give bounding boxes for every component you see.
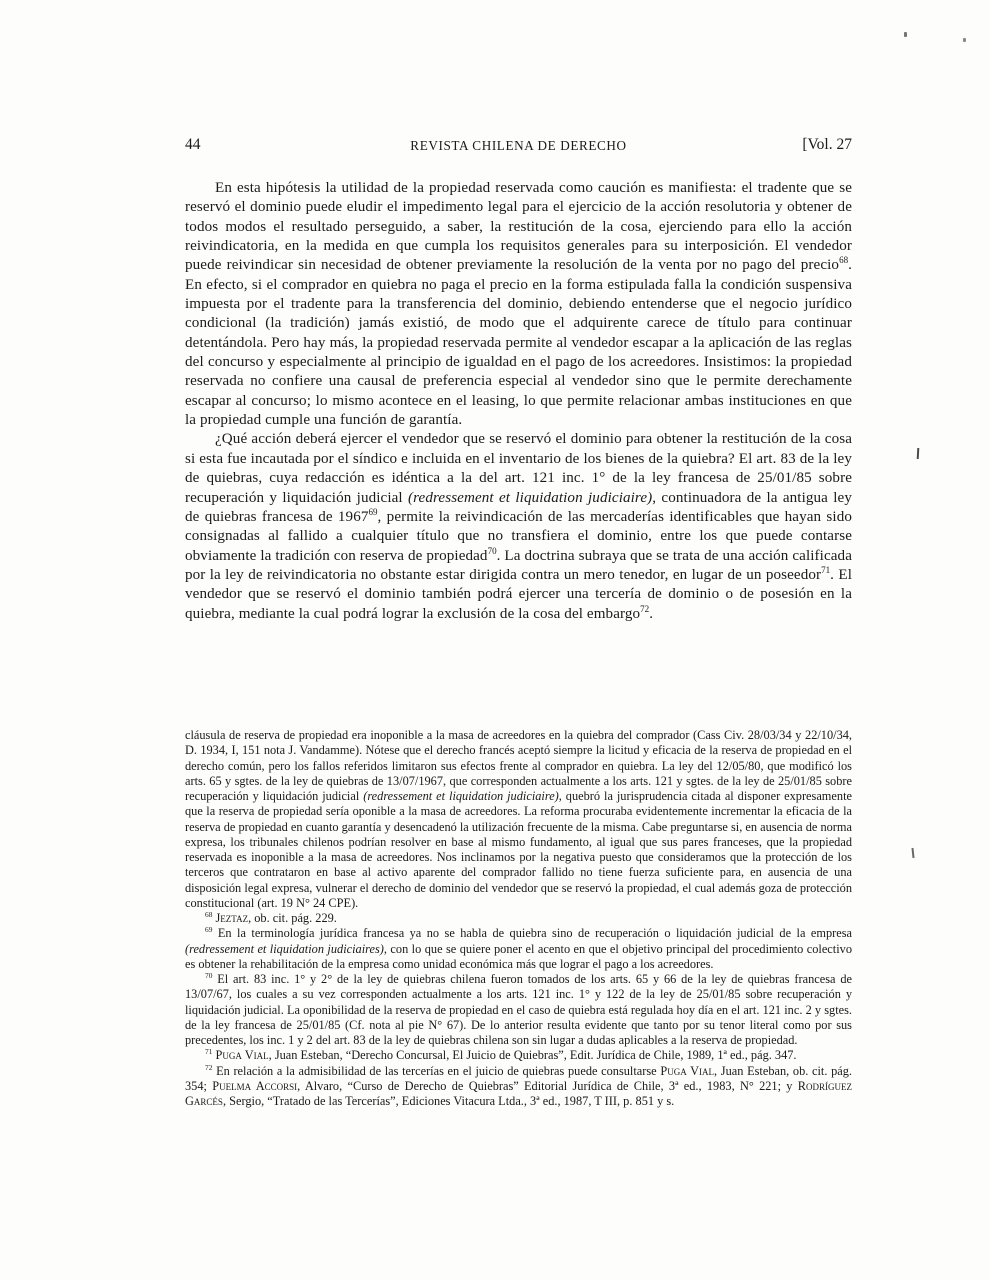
running-head [185,136,852,156]
footnote-paragraph: $^{71}$ Puga Vial, Juan Esteban, “Derecho Concursal, El Juicio de Quiebras”, Edit. Jurídica de Chile, 1989, 1ª ed., pág. 347. [205,1047,797,1063]
footnote-paragraph: cláusula de reserva de propiedad era inoponible a la masa de acreedores en la quiebra del comprador (Cass Civ. 28/03/34 y 22/10/34, D. 1934, I, 151 nota J. Vandamme). Nótese que el derecho francés aceptó siempre la licitud y eficacia de la reserva de propiedad en el derecho común, pero los fallos referidos limitaron sus efectos frente al comprador en quiebra. La ley del 12/05/80, que modificó los arts. 65 y sgtes. de la ley de quiebras de 13/07/1967, que corresponden actualmente a los arts. 121 y sgtes. de la ley de 25/01/85 sobre recuperación y liquidación judicial (redressement et liquidation judiciaire), quebró la jurisprudencia citada al disponer expresamente que la reserva de propiedad sería oponible a la masa de acreedores. La reforma procuraba evidentemente incrementar la eficacia de la reserva de propiedad en cuanto garantía y desencadenó la utilización frecuente de la misma. Cabe preguntarse si, en ausencia de norma expresa, los tribunales chilenos podrían resolver en base al mismo fundamento, al igual que sus pares franceses, que la propiedad reservada es inoponible a la masa de acreedores. Nos inclinamos por la negativa puesto que consideramos que la protección de los terceros que contrataron en base al activo aparente del comprador fallido no tiene fuerza suficiente para, en ausencia de una disposición legal expresa, vulnerar el derecho de dominio del vendedor que se reservó la propiedad, el cual además goza de protección constitucional (art. 19 N° 24 CPE). [185,728,852,910]
volume-label: [Vol. 27 [802,136,852,153]
body-paragraph: ¿Qué acción deberá ejercer el vendedor que se reservó el dominio para obtener la restitución de la cosa si esta fue incautada por el síndico e incluida en el inventario de los bienes de la quiebra? El art. 83 de la ley de quiebras, cuya redacción es idéntica a la del art. 121 inc. 1° de la ley francesa de 25/01/85 sobre recuperación y liquidación judicial (redressement et liquidation judiciaire), continuadora de la antigua ley de quiebras francesa de 1967$^{69}$, permite la reivindicación de las mercaderías identificables que hayan sido consignadas al fallido a cualquier título que no transfiera el dominio, entre los que puede contarse obviamente la tradición con reserva de propiedad$^{70}$. La doctrina subraya que se trata de una acción calificada por la ley de reivindicatoria no obstante estar dirigida contra un mero tenedor, en lugar de un poseedor$^{71}$. El vendedor que se reservó el dominio también podrá ejercer una tercería de dominio o de posesión en la quiebra, mediante la cual podrá lograr la exclusión de la cosa del embargo$^{72}$. [185,431,852,622]
footnote-paragraph: $^{70}$ El art. 83 inc. 1° y 2° de la ley de quiebras chilena fueron tomados de los arts. 65 y 66 de la ley de quiebras francesa de 13/07/67, los cuales a su vez corresponden actualmente a los arts. 121 inc. 1° y 122 de la ley de 25/01/85 sobre recuperación y liquidación judicial. La oponibilidad de la reserva de propiedad en el caso de quiebra está regulada hoy día en el art. 121 inc. 2 y sgtes. de la ley francesa de 25/01/85 (Cf. nota al pie N° 67). De lo anterior resulta evidente que tanto por su tenor literal como por sus precedentes, los inc. 1 y 2 del art. 83 de la ley de quiebras chilena son sin lugar a dudas aplicables a la reserva de propiedad. [185,970,852,1047]
footnotes-block [185,728,852,1109]
footnote-paragraph: $^{69}$ En la terminología jurídica francesa ya no se habla de quiebra sino de recuperación o liquidación judicial de la empresa (redressement et liquidation judiciaires), con lo que se quiere poner el acento en que el objetivo principal del procedimiento colectivo es obtener la rehabilitación de la empresa como unidad económica más que lograr el pago a los acreedores. [185,925,852,971]
article-body [185,179,852,624]
body-paragraph: En esta hipótesis la utilidad de la propiedad reservada como caución es manifiesta: el tradente que se reservó el dominio puede eludir el impedimento legal para el ejercicio de la acción resolutoria y obtener de todos modos el resultado perseguido, a saber, la restitución de la cosa, ejerciendo para ello la acción reivindicatoria, en la medida en que cumpla los requisitos generales para su interposición. El vendedor puede reivindicar sin necesidad de obtener previamente la resolución de la venta por no pago del precio$^{68}$. En efecto, si el comprador en quiebra no paga el precio en la forma estipulada falla la condición suspensiva impuesta por el tradente para la transferencia del dominio, debiendo entenderse que el negocio jurídico condicional (la tradición) jamás existió, de modo que el adquirente carece de título para continuar detentándola. Pero hay más, la propiedad reservada permite al vendedor escapar a la aplicación de las reglas del concurso y especialmente al principio de igualdad en el pago de los acreedores. Insistimos: la propiedad reservada no confiere una causal de preferencia especial al vendedor sino que le permite derechamente escapar al concurso; lo mismo acontece en el leasing, lo que permite relacionar ambas instituciones en que la propiedad cumple una función de garantía. [185,180,852,429]
scan-tick-mark [911,848,914,858]
footnote-paragraph: $^{72}$ En relación a la admisibilidad de las tercerías en el juicio de quiebras puede consultarse Puga Vial, Juan Esteban, ob. cit. pág. 354; Puelma Accorsi, Alvaro, “Curso de Derecho de Quiebras” Editorial Jurídica de Chile, 3ª ed., 1983, N° 221; y Rodríguez Garcés, Sergio, “Tratado de las Tercerías”, Ediciones Vitacura Ltda., 3ª ed., 1987, T III, p. 851 y s. [185,1062,852,1108]
scan-speck [963,38,966,42]
journal-title: REVISTA CHILENA DE DERECHO [410,138,627,153]
page-number: 44 [185,136,201,153]
footnote-paragraph: $^{68}$ Jeztaz, ob. cit. pág. 229. [205,909,337,925]
scan-speck [904,32,907,37]
scan-tick-mark [917,448,920,459]
